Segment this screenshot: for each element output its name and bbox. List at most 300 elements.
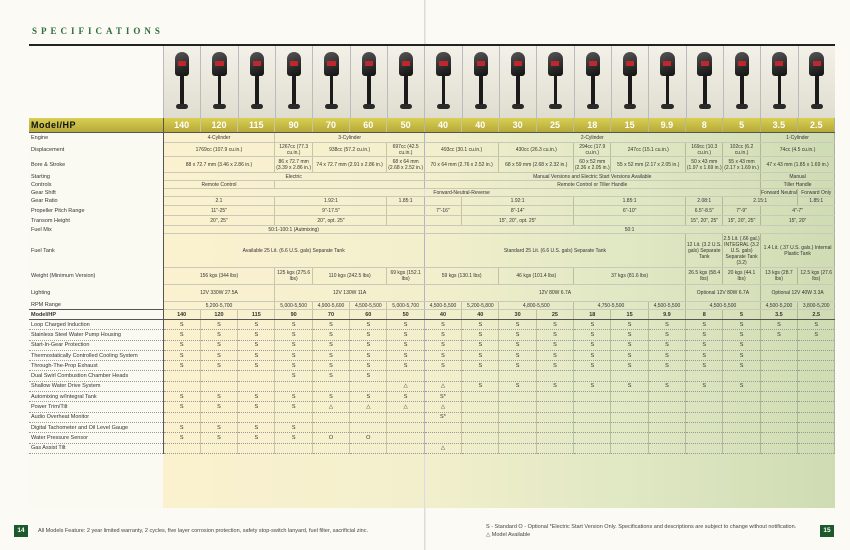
feature-cell xyxy=(723,371,760,381)
spec-cell xyxy=(424,197,461,206)
spec-cell: 20 kgs (44.1 lbs) xyxy=(723,268,760,285)
model-hp-cell: 15 xyxy=(611,310,648,320)
spec-cell: 1.4 Lit. (.37 U.S. gals.) Internal Plastic Tank xyxy=(760,234,835,268)
spec-cell xyxy=(387,206,424,216)
feature-cell xyxy=(350,422,387,432)
feature-cell xyxy=(798,371,835,381)
feature-cell: S xyxy=(686,340,723,350)
feature-cell xyxy=(686,433,723,443)
spec-cell: 247cc (15.1 cu.in.) xyxy=(611,143,686,157)
feature-cell xyxy=(200,412,237,422)
outboard-motor-image xyxy=(574,46,611,118)
feature-cell xyxy=(499,402,536,412)
feature-cell xyxy=(611,422,648,432)
feature-row-label: Stainless Steel Water Pump Housing xyxy=(29,330,163,340)
spec-cell: 1.92:1 xyxy=(462,197,574,206)
spec-cell: Available 25 Lit. (6.6 U.S. gals) Separate Tank xyxy=(163,234,424,268)
spec-cell: 5,200-5,800 xyxy=(462,302,499,310)
spec-cell: 74cc (4.5 cu.in.) xyxy=(760,143,835,157)
feature-cell: S xyxy=(163,350,200,360)
feature-cell xyxy=(760,392,797,402)
feature-cell xyxy=(648,422,685,432)
feature-cell: S xyxy=(200,392,237,402)
spec-cell: 69 kgs (152.1 lbs) xyxy=(387,268,424,285)
feature-cell xyxy=(574,371,611,381)
feature-cell xyxy=(163,371,200,381)
model-hp-cell: 70 xyxy=(312,118,349,133)
feature-cell xyxy=(760,340,797,350)
spec-cell xyxy=(387,216,424,226)
model-hp-cell: 9.9 xyxy=(648,118,685,133)
feature-row-label: Thermostatically Controlled Cooling System xyxy=(29,350,163,360)
feature-cell: S xyxy=(387,320,424,330)
model-hp-cell: 120 xyxy=(200,310,237,320)
spec-row-label: Fuel Tank xyxy=(29,234,163,268)
feature-cell: S xyxy=(723,340,760,350)
feature-cell: S xyxy=(312,330,349,340)
spec-cell: 12 Lit. (3.2 U.S. gals) Separate Tank xyxy=(686,234,723,268)
model-hp-label: Model/HP xyxy=(29,310,163,320)
footer-legend-model-available: △ Model Available xyxy=(486,532,531,538)
feature-cell xyxy=(462,402,499,412)
outboard-motor-image xyxy=(686,46,723,118)
feature-cell: O xyxy=(350,433,387,443)
spec-cell: 68 x 64 mm (2.68 x 2.52 in.) xyxy=(388,158,423,171)
spec-row-label: Propeller Pitch Range xyxy=(29,206,163,216)
feature-cell xyxy=(648,402,685,412)
model-hp-cell: 3.5 xyxy=(760,310,797,320)
spec-cell xyxy=(424,216,461,226)
feature-cell xyxy=(200,381,237,391)
feature-cell xyxy=(312,412,349,422)
feature-cell: S xyxy=(238,340,275,350)
feature-cell: S xyxy=(462,350,499,360)
feature-cell xyxy=(798,412,835,422)
feature-cell: S xyxy=(648,320,685,330)
spec-cell: 3,800-5,200 xyxy=(798,302,835,310)
feature-cell: S xyxy=(275,422,312,432)
feature-cell xyxy=(387,443,424,453)
spec-cell xyxy=(574,216,686,226)
spec-cell: 60 x 52 mm (2.36 x 2.05 in.) xyxy=(574,158,610,171)
feature-cell: S xyxy=(723,381,760,391)
feature-cell xyxy=(723,412,760,422)
feature-cell xyxy=(536,422,573,432)
feature-cell: S xyxy=(499,330,536,340)
spec-cell: 7"-9" xyxy=(723,206,760,216)
feature-cell: S xyxy=(499,340,536,350)
model-hp-cell: 18 xyxy=(574,310,611,320)
feature-cell: S xyxy=(238,350,275,360)
spec-cell: 26.5 kgs (58.4 lbs) xyxy=(686,268,723,285)
feature-row xyxy=(29,340,835,350)
feature-cell: S xyxy=(536,330,573,340)
model-hp-cell: 25 xyxy=(536,310,573,320)
spec-cell: 1.85:1 xyxy=(387,197,424,206)
feature-cell xyxy=(648,412,685,422)
model-hp-cell: 18 xyxy=(574,118,611,133)
outboard-motor-image xyxy=(312,46,349,118)
feature-cell xyxy=(760,422,797,432)
feature-cell: S xyxy=(686,361,723,371)
page-number-right: 15 xyxy=(820,525,834,537)
feature-cell xyxy=(574,412,611,422)
feature-cell xyxy=(760,412,797,422)
feature-cell xyxy=(499,422,536,432)
feature-cell xyxy=(574,422,611,432)
spec-cell: 6.5"-8.5" xyxy=(686,206,723,216)
feature-cell: S xyxy=(387,361,424,371)
spec-row-label: Displacement xyxy=(29,143,163,157)
feature-cell xyxy=(350,443,387,453)
outboard-motor-image xyxy=(350,46,387,118)
feature-cell: S xyxy=(200,361,237,371)
model-hp-cell: 30 xyxy=(499,118,536,133)
feature-cell: S xyxy=(275,350,312,360)
feature-cell: S* xyxy=(424,412,461,422)
spec-cell: 12V 330W 27.5A xyxy=(163,285,275,302)
feature-cell xyxy=(760,381,797,391)
spec-cell: 12.5 kgs (27.6 lbs) xyxy=(798,268,835,285)
feature-cell: S xyxy=(312,340,349,350)
spec-row xyxy=(29,302,835,310)
feature-row-label: Digital Tachometer and Oil Level Gauge xyxy=(29,422,163,432)
feature-cell xyxy=(275,443,312,453)
specifications-table xyxy=(29,118,835,454)
spec-cell: 2.15:1 xyxy=(723,197,798,206)
feature-cell: S xyxy=(350,392,387,402)
feature-cell xyxy=(462,422,499,432)
outboard-motor-image xyxy=(536,46,573,118)
model-hp-cell: 2.5 xyxy=(798,310,835,320)
feature-cell xyxy=(536,371,573,381)
outboard-motor-image xyxy=(611,46,648,118)
model-hp-cell: 50 xyxy=(387,118,424,133)
model-hp-label: Model/HP xyxy=(29,118,163,133)
spec-cell: 2.5 Lit. (.66 gal.) INTEGRAL (3.2 U.S. gals) Separate Tank (3.2) xyxy=(723,235,760,266)
feature-cell: S xyxy=(312,350,349,360)
spec-row-label: Engine xyxy=(29,133,163,143)
feature-row-label: Loop Charged Induction xyxy=(29,320,163,330)
feature-cell: S xyxy=(312,392,349,402)
feature-cell: S xyxy=(350,340,387,350)
spec-cell: 938cc (57.2 cu.in.) xyxy=(312,143,387,157)
spec-row xyxy=(29,197,835,206)
feature-cell: △ xyxy=(387,402,424,412)
feature-cell: S xyxy=(275,402,312,412)
feature-cell xyxy=(462,443,499,453)
spec-cell: 5,200-5,700 xyxy=(163,302,275,310)
feature-cell: S xyxy=(350,371,387,381)
spec-row-label: Transom Height xyxy=(29,216,163,226)
spec-cell: 20", opt. 25" xyxy=(275,216,387,226)
spec-cell: 4,800-5,500 xyxy=(499,302,574,310)
feature-cell xyxy=(611,402,648,412)
feature-row-label: Automixing w/Integral Tank xyxy=(29,392,163,402)
spec-cell: Standard 25 Lit. (6.6 U.S. gals) Separate Tank xyxy=(424,234,685,268)
feature-cell: S xyxy=(574,350,611,360)
spec-cell: 4,900-5,600 xyxy=(312,302,349,310)
feature-cell: S xyxy=(163,320,200,330)
spec-row xyxy=(29,285,835,302)
feature-cell xyxy=(686,392,723,402)
feature-cell: S xyxy=(163,422,200,432)
feature-row xyxy=(29,371,835,381)
feature-cell: S xyxy=(275,371,312,381)
spec-cell: 15", 20", 25" xyxy=(686,216,723,226)
feature-cell xyxy=(611,392,648,402)
feature-cell xyxy=(275,381,312,391)
feature-cell xyxy=(760,350,797,360)
feature-cell xyxy=(798,433,835,443)
page-number-left: 14 xyxy=(14,525,28,537)
spec-cell: 4,500-5,500 xyxy=(424,302,461,310)
feature-cell xyxy=(350,381,387,391)
spec-cell: 1.85:1 xyxy=(574,197,686,206)
feature-cell xyxy=(611,412,648,422)
feature-cell xyxy=(723,433,760,443)
spec-cell: 697cc (42.5 cu.in.) xyxy=(387,143,424,157)
feature-cell: S xyxy=(350,350,387,360)
spec-cell: Forward Only xyxy=(798,189,835,197)
spec-row xyxy=(29,216,835,226)
spec-cell xyxy=(275,181,424,189)
feature-cell: S xyxy=(536,381,573,391)
spec-cell: 15", 20", opt. 25" xyxy=(462,216,574,226)
feature-cell: S xyxy=(200,433,237,443)
feature-cell xyxy=(462,412,499,422)
spec-row xyxy=(29,181,835,189)
model-hp-header-row xyxy=(29,118,835,133)
feature-cell: S xyxy=(275,320,312,330)
spec-row xyxy=(29,206,835,216)
feature-cell xyxy=(686,371,723,381)
feature-cell xyxy=(760,443,797,453)
feature-cell: S xyxy=(275,330,312,340)
feature-row xyxy=(29,361,835,371)
spec-cell: 4-Cylinder xyxy=(163,133,275,143)
model-hp-cell: 115 xyxy=(238,310,275,320)
spec-cell: 70 x 64 mm (2.76 x 2.52 in.) xyxy=(424,157,499,173)
feature-cell: S xyxy=(424,340,461,350)
feature-cell: S xyxy=(648,330,685,340)
feature-cell xyxy=(536,433,573,443)
feature-row xyxy=(29,392,835,402)
spec-cell: 6"-10" xyxy=(574,206,686,216)
feature-cell: S xyxy=(350,320,387,330)
spec-cell: 169cc (10.3 cu.in.) xyxy=(686,143,723,157)
spec-cell: 2.1 xyxy=(163,197,275,206)
spec-row-label: Weight (Minimum Version) xyxy=(29,268,163,285)
feature-cell: S xyxy=(798,320,835,330)
spec-cell: 1-Cylinder xyxy=(760,133,835,143)
feature-cell: S xyxy=(238,320,275,330)
feature-cell: S xyxy=(350,330,387,340)
spec-row xyxy=(29,133,835,143)
feature-cell xyxy=(723,402,760,412)
feature-cell xyxy=(424,371,461,381)
feature-cell: S xyxy=(499,320,536,330)
model-hp-cell: 40 xyxy=(462,118,499,133)
feature-cell xyxy=(760,402,797,412)
outboard-motor-image xyxy=(499,46,536,118)
spec-row-label: Fuel Mix xyxy=(29,226,163,234)
spec-row-label: Bore & Stroke xyxy=(29,157,163,173)
feature-cell: S xyxy=(387,350,424,360)
feature-row xyxy=(29,422,835,432)
spec-cell: 156 kgs (344 lbs) xyxy=(163,268,275,285)
spec-cell: 4,500-5,500 xyxy=(686,302,761,310)
outboard-motor-image xyxy=(275,46,312,118)
spec-row xyxy=(29,173,835,181)
feature-cell: S xyxy=(574,330,611,340)
outboard-motor-image xyxy=(200,46,237,118)
feature-cell xyxy=(648,443,685,453)
model-hp-cell: 15 xyxy=(611,118,648,133)
spec-cell: 74 x 72.7 mm (2.91 x 2.86 in.) xyxy=(312,157,387,173)
feature-cell: S xyxy=(200,330,237,340)
spec-cell: 68 x 59 mm (2.68 x 2.32 in.) xyxy=(499,157,574,173)
feature-cell xyxy=(798,340,835,350)
feature-cell: S xyxy=(648,361,685,371)
feature-cell: S xyxy=(238,433,275,443)
feature-row xyxy=(29,320,835,330)
model-hp-cell: 8 xyxy=(686,310,723,320)
spec-cell: 12V 80W 6.7A xyxy=(424,285,685,302)
feature-cell xyxy=(238,412,275,422)
spec-cell: 1267cc (77.3 cu.in.) xyxy=(275,143,312,157)
feature-cell xyxy=(574,433,611,443)
feature-cell xyxy=(462,371,499,381)
model-hp-subheader-row xyxy=(29,310,835,320)
spec-cell: 86 x 72.7 mm (3.39 x 2.86 in.) xyxy=(276,158,312,171)
feature-cell xyxy=(648,392,685,402)
outboard-motor-image xyxy=(723,46,760,118)
feature-cell xyxy=(536,443,573,453)
feature-cell xyxy=(536,402,573,412)
spec-cell: 15", 20" xyxy=(760,216,835,226)
spec-cell: 2-Cylinder xyxy=(424,133,760,143)
feature-cell: △ xyxy=(424,381,461,391)
spec-row-label: Gear Shift xyxy=(29,189,163,197)
feature-cell: S xyxy=(163,330,200,340)
feature-cell xyxy=(723,443,760,453)
feature-cell: S xyxy=(387,330,424,340)
spec-cell: 4,500-5,500 xyxy=(648,302,685,310)
feature-cell: S xyxy=(536,350,573,360)
feature-cell xyxy=(499,433,536,443)
feature-cell xyxy=(238,371,275,381)
feature-cell xyxy=(424,422,461,432)
spec-cell: 46 kgs (101.4 lbs) xyxy=(499,268,574,285)
feature-cell xyxy=(350,412,387,422)
feature-cell: S xyxy=(238,361,275,371)
feature-row-label: Dual Swirl Combustion Chamber Heads xyxy=(29,371,163,381)
feature-cell: S xyxy=(163,402,200,412)
feature-cell xyxy=(798,381,835,391)
feature-cell: S xyxy=(238,402,275,412)
feature-cell xyxy=(611,443,648,453)
feature-cell: S xyxy=(200,350,237,360)
outboard-motor-image xyxy=(760,46,797,118)
spec-cell: 37 kgs (81.6 lbs) xyxy=(574,268,686,285)
feature-cell: S xyxy=(686,330,723,340)
feature-cell: O xyxy=(312,433,349,443)
spec-cell: Optional 12V 80W 6.7A xyxy=(686,285,761,302)
spec-cell: 50 x 43 mm (1.97 x 1.69 in.) xyxy=(686,158,722,171)
feature-cell xyxy=(536,412,573,422)
feature-cell: S xyxy=(200,340,237,350)
feature-cell xyxy=(499,392,536,402)
spec-cell: 102cc (6.2 cu.in.) xyxy=(723,143,760,157)
feature-cell: S xyxy=(723,361,760,371)
spec-cell: 8"-14" xyxy=(462,206,574,216)
feature-cell: △ xyxy=(387,381,424,391)
feature-row xyxy=(29,330,835,340)
model-hp-cell: 5 xyxy=(723,118,760,133)
feature-cell: S xyxy=(648,340,685,350)
feature-cell xyxy=(798,422,835,432)
spec-row xyxy=(29,157,835,173)
spec-cell: Remote Control or Tiller Handle xyxy=(424,181,760,189)
feature-cell: S xyxy=(462,320,499,330)
feature-cell: S xyxy=(275,392,312,402)
feature-cell: S xyxy=(723,350,760,360)
spec-cell: 50:1-100:1 (Autmixing) xyxy=(163,226,424,234)
feature-cell: S xyxy=(574,340,611,350)
feature-cell: △ xyxy=(350,402,387,412)
spec-cell: 3-Cylinder xyxy=(275,133,424,143)
feature-row xyxy=(29,443,835,453)
spec-cell: Forward Neutral xyxy=(760,189,797,196)
spec-cell: 1769cc (107.9 cu.in.) xyxy=(163,143,275,157)
feature-cell: △ xyxy=(312,402,349,412)
feature-row-label: Water Pressure Sensor xyxy=(29,433,163,443)
feature-row-label: Start-In-Gear Protection xyxy=(29,340,163,350)
feature-cell: S xyxy=(611,350,648,360)
model-hp-cell: 8 xyxy=(686,118,723,133)
spec-cell: 20", 25" xyxy=(163,216,275,226)
spec-cell: 55 x 52 mm (2.17 x 2.05 in.) xyxy=(611,157,686,173)
spec-cell: 12V 130W 11A xyxy=(275,285,424,302)
feature-cell: S xyxy=(723,330,760,340)
feature-cell xyxy=(686,443,723,453)
spec-row xyxy=(29,189,835,197)
spec-cell: 493cc (30.1 cu.in.) xyxy=(424,143,499,157)
feature-cell xyxy=(312,381,349,391)
feature-row xyxy=(29,350,835,360)
feature-cell xyxy=(574,443,611,453)
feature-cell: S xyxy=(163,361,200,371)
spec-cell: 1.85:1 xyxy=(798,197,835,206)
feature-cell: S xyxy=(499,350,536,360)
spec-cell: 5,000-5,500 xyxy=(275,302,312,310)
feature-cell xyxy=(499,371,536,381)
feature-cell xyxy=(238,443,275,453)
feature-cell: S xyxy=(499,381,536,391)
feature-cell xyxy=(424,433,461,443)
feature-cell: S xyxy=(611,340,648,350)
feature-cell: S xyxy=(350,361,387,371)
feature-cell: S xyxy=(238,422,275,432)
spec-row-label: RPM Range xyxy=(29,302,163,310)
feature-cell: S xyxy=(462,340,499,350)
feature-cell: S xyxy=(686,350,723,360)
feature-cell xyxy=(648,433,685,443)
feature-cell xyxy=(686,402,723,412)
model-hp-cell: 60 xyxy=(350,118,387,133)
spec-cell: Tiller Handle xyxy=(760,181,835,189)
